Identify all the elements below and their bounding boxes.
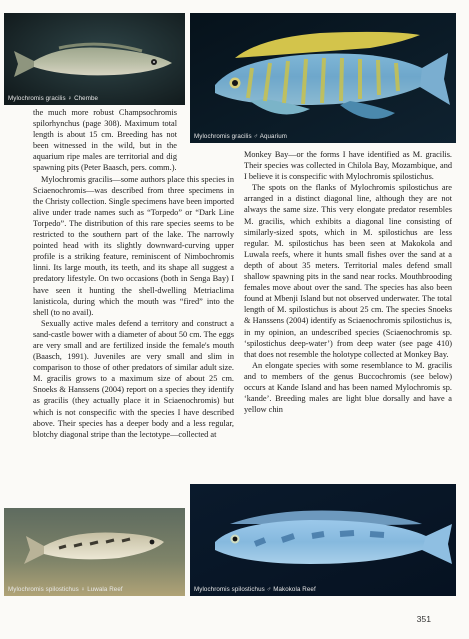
photo-bottom-left (4, 508, 185, 596)
fish-image-gracilis-female (4, 13, 185, 105)
paragraph: An elongate species with some resemblance to M. gracilis and to members of the genus Buccochromis (see below) occurs at Kande Island and has been named Mylochromis sp. ‘kande’. Breeding males are light blue dorsally and have a yellow chin (244, 360, 452, 415)
paragraph: the much more robust Champsochromis spilorhynchus (page 308). Maximum total length is about 15 cm. Breeding has not been witnessed in the wild, but in the aquarium ripe males are territorial and dig spawning pits (Peter Baasch, pers. comm.). (33, 108, 177, 173)
fish-image-spilostichus-male (190, 484, 456, 596)
photo-bottom-right (190, 484, 456, 596)
paragraph: Mylochromis gracilis—some authors place this species in Sciaenochromis—was described from three specimens in the Christy collection. Single specimens have been imported alive under trade names such as “Torpedo” or “Dark Line Torpedo”. The distribution of this rare species seems to be restricted to the southern part of the lake. The narrowly pointed head with its slightly downward-curving upper profile is a striking feature, reminiscent of Nimbochromis linni. Its large mouth, its teeth, and its shape all suggest a predatory lifestyle. On two occasions (both in Senga Bay) I have seen it hunting the shell-dwelling Metriaclima lanisticola, during which the mouth was “fired” into the shell (to no avail). (33, 174, 234, 317)
photo-caption: Mylochromis gracilis ♂ Aquarium (194, 133, 288, 140)
paragraph: Monkey Bay—or the forms I have identified as M. gracilis. Their species was collected in Chilola Bay, Mozambique, and I believe it is conspecific with Mylochromis spilostichus. (244, 150, 452, 182)
right-column-text (244, 149, 452, 415)
photo-top-left (4, 13, 185, 105)
paragraph: The spots on the flanks of Mylochromis spilostichus are arranged in a distinct diagonal line, although they are not always the same size. This very elongate predator resembles M. gracilis, which exhibits a diagonal line consisting of similarly-sized spots, which in M. spilostichus are less regular. M. spilostichus has been seen at Makokola and Luwala reefs, where it hunts small fishes over the sand at a depth of about 35 meters. Territorial males defend small shallow spawning pits in the sand near rocks. Mouthbrooding females move about over the sand. The species has also been found at Mbenji Island but not observed underwater. The total length of M. spilostichus is about 25 cm. The species Snoeks & Hanssens (2004) identify as Sciaenochromis spilostichus is, in my opinion, an undescribed species (Sciaenochromis sp. ‘spilostichus deep-water’) from deep water (see page 410) that does not resemble the holotype collected at Monkey Bay. (244, 183, 452, 359)
photo-caption: Mylochromis spilostichus ♂ Makokola Reef (194, 586, 316, 593)
page-number: 351 (416, 614, 431, 624)
paragraph: Sexually active males defend a territory and construct a sand-castle bower with a diameter of about 50 cm. The eggs are very small and are fertilized inside the female's mouth (Baasch, 1991). Juveniles are very small and slim in comparison to those of other predators of similar adult size. M. gracilis grows to a maximum size of about 25 cm. Snoeks & Hanssens (2004) report on a species they identify as gracilis (they actually place it in Sciaenochromis) but which is not conspecific with the species I have described above. Their species has a deeper body and a less regular, blotchy diagonal stripe than the lectotype—collected at (33, 318, 234, 439)
fish-image-spilostichus-female (4, 508, 185, 596)
photo-caption: Mylochromis gracilis ♀ Chembe (8, 95, 99, 102)
left-column-text (33, 107, 234, 440)
photo-caption: Mylochromis spilostichus ♀ Luwala Reef (8, 586, 123, 593)
